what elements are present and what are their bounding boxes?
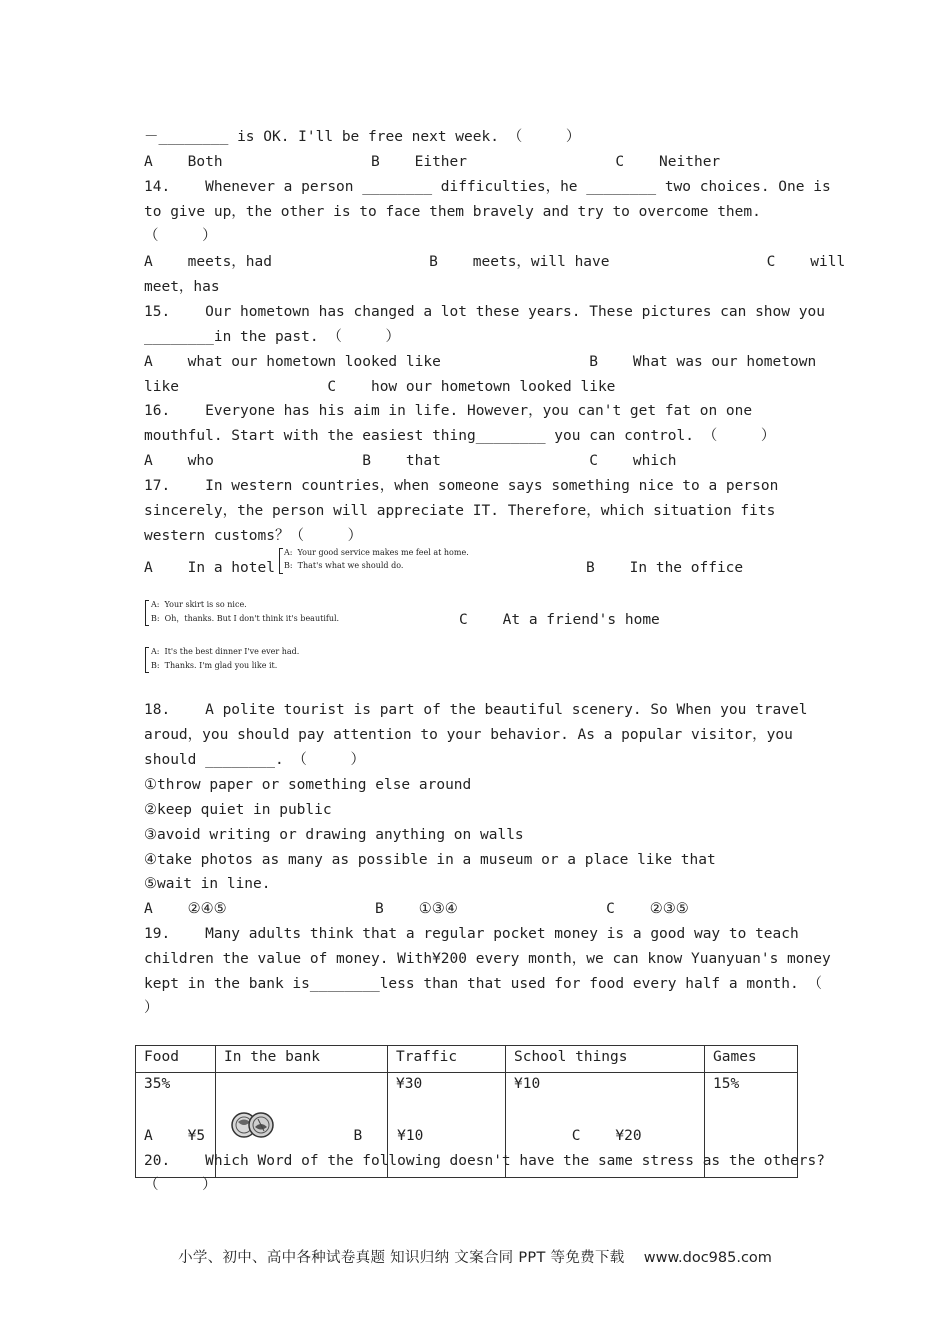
q19-line-1: 19. Many adults think that a regular pocket money is a good way to teach [144,926,799,942]
table-header-cell: In the bank [216,1046,388,1073]
q14-line-1: 14. Whenever a person ________ difficulties，he ________ two choices. One is [144,179,831,195]
table-header-row [136,1046,798,1073]
q14-options-cont: meet，has [144,279,220,295]
q18-item-2: ②keep quiet in public [144,802,332,818]
q19-line-3: kept in the bank is________less than that used for food every half a month. （ [144,976,822,992]
table-header-cell: Traffic [388,1046,506,1073]
q19-line-4: ） [144,1000,159,1016]
q17-line-3: western customs？（ ） [144,528,363,544]
q18-line-1: 18. A polite tourist is part of the beautiful scenery. So When you travel [144,702,808,718]
dialog-a-line-2: B: That's what we should do. [284,561,404,570]
q14-options: A meets，had B meets，will have C will [144,254,846,270]
q13-continuation: －________ is OK. I'll be free next week. （ ） [144,129,581,145]
table-cell: 15% [705,1073,798,1178]
q15-options-cont: like C how our hometown looked like [144,379,616,395]
footer-text: 小学、初中、高中各种试卷真题 知识归纳 文案合同 PPT 等免费下载 [178,1250,625,1266]
table-cell: ¥30 [388,1073,506,1178]
q18-item-1: ①throw paper or something else around [144,777,472,793]
dialog-c-line-1: A: It's the best dinner I've ever had. [151,647,300,656]
q16-line-1: 16. Everyone has his aim in life. However，you can't get fat on one [144,403,753,419]
q15-line-2: ________in the past. （ ） [144,329,400,345]
q20-line-2: （ ） [144,1177,217,1193]
q19-options: A ¥5 B ¥10 C ¥20 [144,1128,642,1144]
q14-line-2: to give up，the other is to face them bravely and try to overcome them. [144,204,761,220]
q14-line-3: （ ） [144,228,217,244]
q18-line-3: should ________. （ ） [144,752,366,768]
table-header-cell: Games [705,1046,798,1073]
q16-line-2: mouthful. Start with the easiest thing________ you can control. （ ） [144,428,776,444]
q17-option-b: B In the office [586,560,744,576]
page-footer [0,1246,950,1267]
dialog-a-brace [279,548,283,574]
table-header-cell: Food [136,1046,216,1073]
footer-site-link[interactable]: www.doc985.com [643,1250,772,1266]
dialog-b-line-1: A: Your skirt is so nice. [151,600,247,609]
q17-line-2: sincerely，the person will appreciate IT. Therefore，which situation fits [144,503,776,519]
q17-option-a: A In a hotel [144,560,275,576]
q17-option-c: C At a friend's home [459,612,660,628]
dialog-c-brace [145,647,149,673]
table-header-cell: School things [506,1046,705,1073]
q18-line-2: aroud，you should pay attention to your behavior. As a popular visitor，you [144,727,793,743]
dialog-a-line-1: A: Your good service makes me feel at home. [284,548,469,557]
q15-line-1: 15. Our hometown has changed a lot these years. These pictures can show you [144,304,825,320]
q18-item-4: ④take photos as many as possible in a museum or a place like that [144,852,716,868]
table-cell: ¥10 [506,1073,705,1178]
q17-line-1: 17. In western countries，when someone says something nice to a person [144,478,779,494]
dialog-b-line-2: B: Oh，thanks. But I don't think it's beautiful. [151,614,340,623]
dialog-c-line-2: B: Thanks. I'm glad you like it. [151,661,278,670]
q20-line-1: 20. Which Word of the following doesn't have the same stress as the others? [144,1153,825,1169]
q18-item-3: ③avoid writing or drawing anything on walls [144,827,524,843]
q19-line-2: children the value of money. With¥200 every month，we can know Yuanyuan's money [144,951,831,967]
q18-item-5: ⑤wait in line. [144,876,271,892]
q15-options: A what our hometown looked like B What was our hometown [144,354,817,370]
q18-options: A ②④⑤ B ①③④ C ②③⑤ [144,901,689,917]
dialog-b-brace [145,600,149,626]
q16-options: A who B that C which [144,453,677,469]
table-cell: 35% [136,1073,216,1178]
q13-options: A Both B Either C Neither [144,154,721,170]
